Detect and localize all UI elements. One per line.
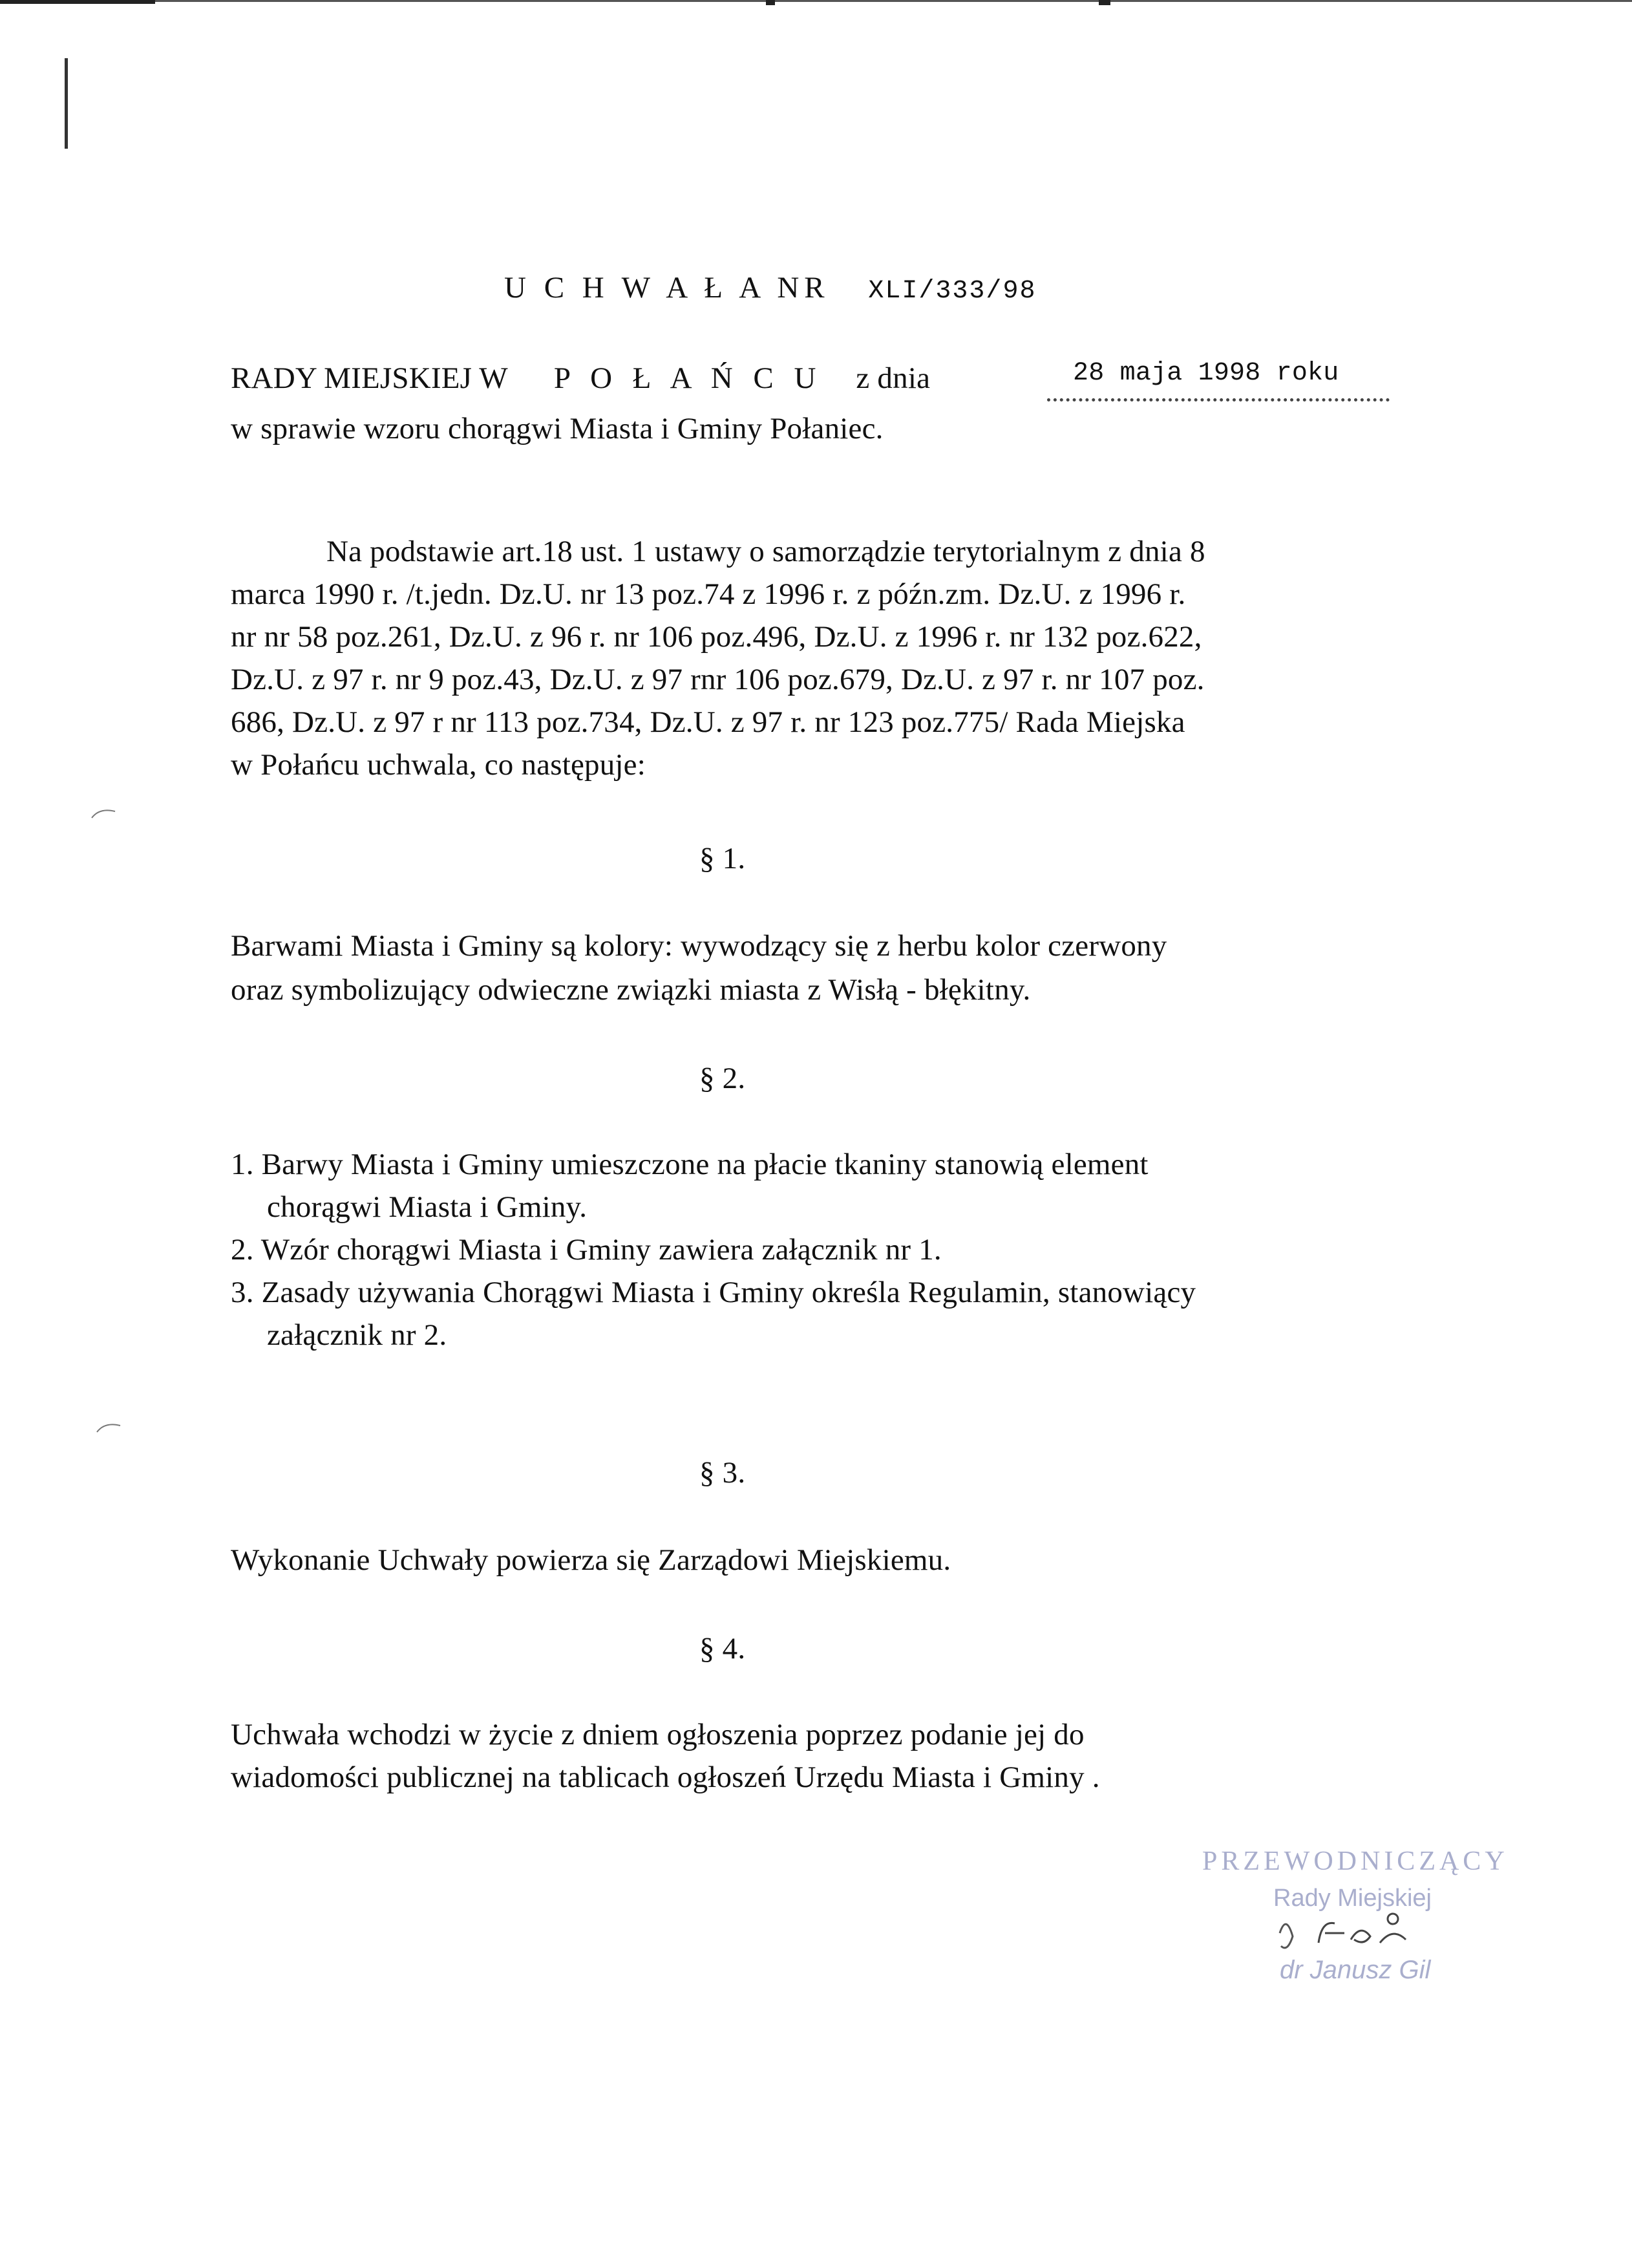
stamp-title: PRZEWODNICZĄCY	[1202, 1846, 1509, 1876]
council-town: P O Ł A Ń C U	[553, 361, 823, 395]
chairman-stamp	[1202, 1846, 1564, 2007]
date-prefix: z dnia	[856, 361, 931, 395]
section-text: wiadomości publicznej na tablicach ogłoszeń Urzędu Miasta i Gminy .	[231, 1760, 1100, 1794]
preamble-line: 686, Dz.U. z 97 r nr 113 poz.734, Dz.U. z 97 r. nr 123 poz.775/ Rada Miejska	[231, 705, 1185, 739]
date-dotted-line	[1047, 398, 1390, 401]
section-text: Barwami Miasta i Gminy są kolory: wywodzący się z herbu kolor czerwony	[231, 929, 1167, 963]
preamble-line: marca 1990 r. /t.jedn. Dz.U. nr 13 poz.74 z 1996 r. z późn.zm. Dz.U. z 1996 r.	[231, 577, 1186, 611]
title-label: U C H W A Ł A NR	[504, 271, 830, 305]
stamp-name: dr Janusz Gil	[1280, 1956, 1431, 1984]
section-heading: § 2.	[699, 1062, 746, 1095]
preamble-line: Na podstawie art.18 ust. 1 ustawy o samorządzie terytorialnym z dnia 8	[326, 535, 1205, 568]
list-item-continuation: chorągwi Miasta i Gminy.	[267, 1190, 588, 1224]
list-item: 3. Zasady używania Chorągwi Miasta i Gminy określa Regulamin, stanowiący	[231, 1276, 1196, 1309]
section-heading: § 1.	[699, 842, 746, 875]
preamble-line: Dz.U. z 97 r. nr 9 poz.43, Dz.U. z 97 rnr 106 poz.679, Dz.U. z 97 r. nr 107 poz.	[231, 663, 1205, 696]
list-item-continuation: załącznik nr 2.	[267, 1318, 447, 1352]
section-text: Wykonanie Uchwały powierza się Zarządowi Miejskiemu.	[231, 1543, 951, 1577]
list-item: 2. Wzór chorągwi Miasta i Gminy zawiera załącznik nr 1.	[231, 1233, 942, 1267]
council-prefix: RADY MIEJSKIEJ W	[231, 361, 507, 395]
section-heading: § 3.	[699, 1456, 746, 1490]
stamp-council: Rady Miejskiej	[1273, 1885, 1432, 1912]
preamble-line: w Połańcu uchwala, co następuje:	[231, 748, 646, 782]
subject-line: w sprawie wzoru chorągwi Miasta i Gminy Połaniec.	[231, 412, 884, 445]
section-text: Uchwała wchodzi w życie z dniem ogłoszenia poprzez podanie jej do	[231, 1718, 1085, 1751]
resolution-number: XLI/333/98	[868, 277, 1037, 306]
council-line	[231, 363, 930, 394]
list-item: 1. Barwy Miasta i Gminy umieszczone na płacie tkaniny stanowią element	[231, 1148, 1149, 1181]
date-value: 28 maja 1998 roku	[1073, 359, 1339, 388]
section-heading: § 4.	[699, 1632, 746, 1665]
handwritten-signature	[1273, 1907, 1415, 1959]
preamble-line: nr nr 58 poz.261, Dz.U. z 96 r. nr 106 poz.496, Dz.U. z 1996 r. nr 132 poz.622,	[231, 620, 1202, 654]
document-title	[504, 273, 1036, 305]
section-text: oraz symbolizujący odwieczne związki miasta z Wisłą - błękitny.	[231, 973, 1031, 1007]
